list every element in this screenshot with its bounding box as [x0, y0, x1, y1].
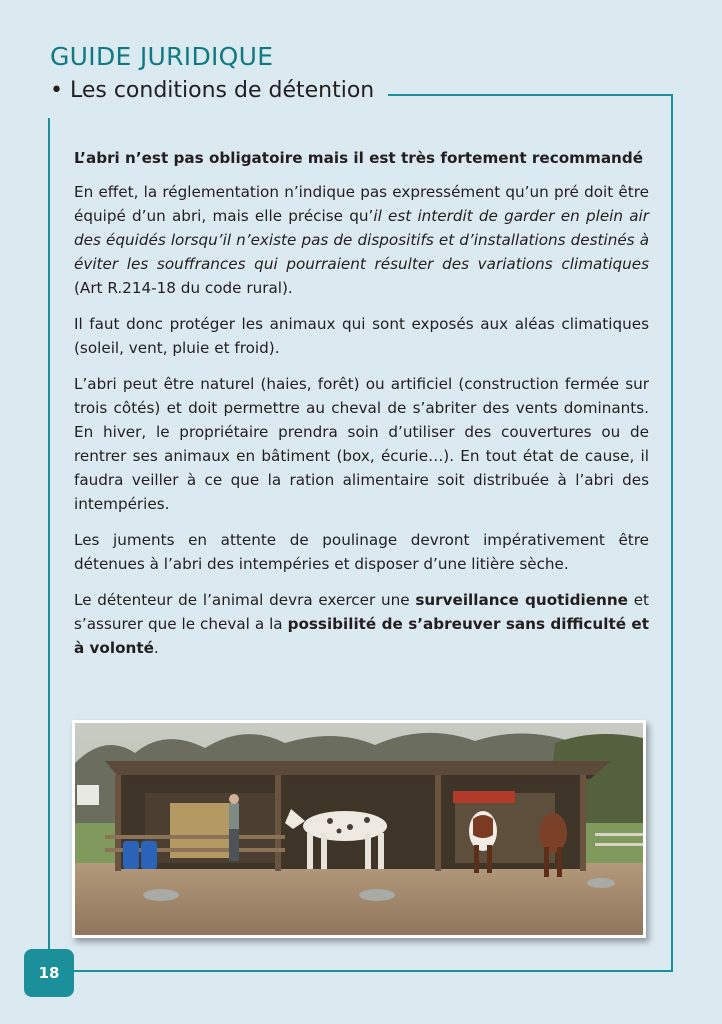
main-content [74, 146, 649, 672]
paragraph-regulation [74, 180, 649, 300]
paragraph-text: (Art R.214-18 du code rural). [74, 279, 293, 297]
paragraph-keeper-duties [74, 588, 649, 660]
paragraph-shelter-types: L’abri peut être naturel (haies, forêt) ou artificiel (construction fermée sur trois côtés) et doit permettre au cheval de s’abriter des vents dominants. En hiver, le propriétaire prendra soin d’utiliser des couvertures ou de rentrer ses animaux en bâtiment (box, écurie…). En tout état de cause, il faudra veiller à ce que la ration alimentaire soit distribuée à l’abri des intempéries. [74, 375, 649, 513]
shelter-image [75, 723, 643, 935]
section-title: • Les conditions de détention [50, 78, 384, 103]
paragraph-text: En effet, la réglementation n’indique pas expressément qu’un pré doit être équipé d’un abri, mais elle précise qu’ [74, 183, 649, 225]
bold-text: possibilité de s’abreuver sans difficulté et à volonté [74, 615, 649, 657]
frame-border-left [48, 118, 50, 953]
frame-border-bottom [70, 970, 673, 972]
guide-title: GUIDE JURIDIQUE [50, 42, 274, 71]
italic-quote: il est interdit de garder en plein air des équidés lorsqu’il n’existe pas de dispositifs et d’installations destinés à éviter les souffrances qui pourraient résulter des variations climatiques [74, 207, 650, 273]
paragraph-mares: Les juments en attente de poulinage devront impérativement être détenues à l’abri des intempéries et disposer d’une litière sèche. [74, 531, 649, 573]
paragraph-text: . [153, 639, 159, 657]
frame-border-top [388, 94, 673, 96]
page-number-badge: 18 [24, 949, 74, 997]
frame-border-right [671, 94, 673, 972]
paragraph-text: et s’assurer que le cheval a la [74, 591, 649, 633]
lead-heading: L’abri n’est pas obligatoire mais il est très fortement recommandé [74, 149, 644, 167]
horse-shelter-photo [72, 720, 646, 938]
paragraph-text: Le détenteur de l’animal devra exercer une [74, 591, 416, 609]
paragraph-protection: Il faut donc protéger les animaux qui sont exposés aux aléas climatiques (soleil, vent, pluie et froid). [74, 315, 649, 357]
bold-text: surveillance quotidienne [415, 591, 628, 609]
